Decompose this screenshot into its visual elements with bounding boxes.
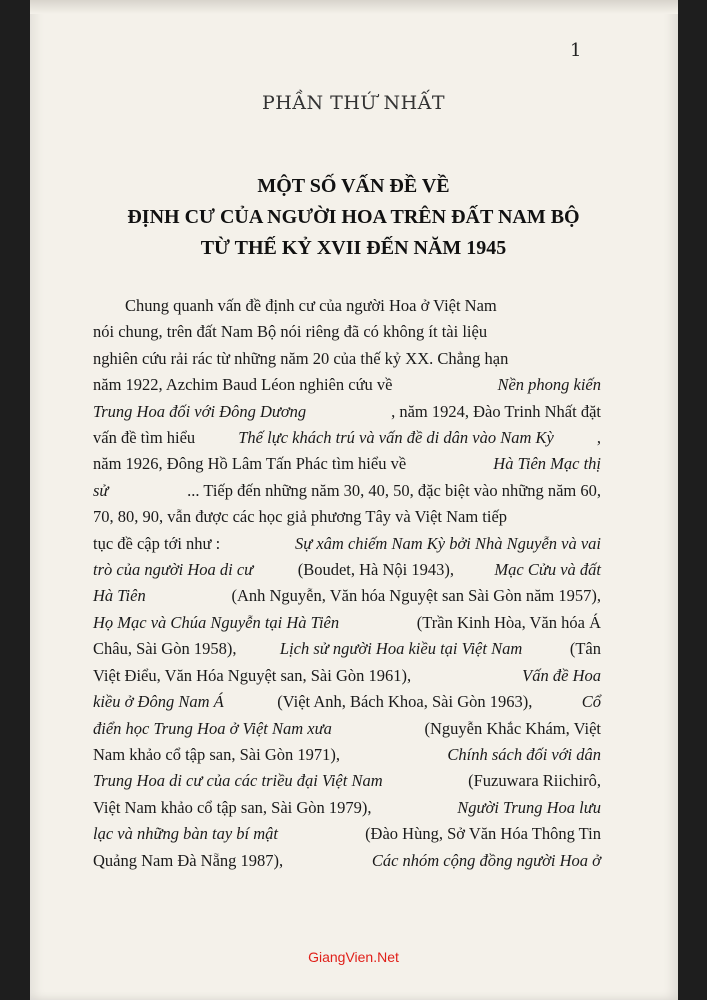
text-line <box>93 451 601 477</box>
text-line <box>93 319 601 345</box>
chapter-title-line: ĐỊNH CƯ CỦA NGƯỜI HOA TRÊN ĐẤT NAM BỘ <box>127 206 580 228</box>
italic-title: kiều ở Đông Nam Á <box>93 692 224 712</box>
italic-title: Lịch sử người Hoa kiều tại Việt Nam <box>279 639 523 659</box>
text-run: (Trần Kinh Hòa, Văn hóa Á <box>412 612 601 632</box>
text-run: Chung quanh vấn đề định cư của người Hoa ở Việt Nam <box>125 296 497 315</box>
text-line <box>93 557 601 583</box>
text-run: Việt Nam khảo cổ tập san, Sài Gòn 1979), <box>93 797 372 817</box>
italic-title: Cổ <box>581 692 601 712</box>
chapter-title-line: MỘT SỐ VẤN ĐỀ VỀ <box>257 175 450 197</box>
text-run: tục đề cập tới như : <box>93 533 221 553</box>
text-line <box>93 583 601 609</box>
text-line <box>93 610 601 636</box>
italic-title: điển học Trung Hoa ở Việt Nam xưa <box>93 718 332 738</box>
italic-title: Hà Tiên <box>93 586 146 606</box>
text-line <box>93 716 601 742</box>
text-line <box>93 399 601 425</box>
text-line <box>93 663 601 689</box>
italic-title: Trung Hoa di cư của các triều đại Việt Nam <box>93 771 383 791</box>
text-run: (Tân <box>565 639 601 659</box>
text-run: , năm 1924, Đào Trinh Nhất đặt <box>391 401 601 421</box>
text-line <box>93 795 601 821</box>
text-line <box>93 531 601 557</box>
page-number: 1 <box>570 40 582 61</box>
body-paragraph <box>93 293 601 874</box>
italic-title: Sự xâm chiếm Nam Kỳ bởi Nhà Nguyễn và vai <box>294 533 601 553</box>
text-run: 70, 80, 90, vẫn được các học giả phương Tây và Việt Nam tiếp <box>93 507 508 527</box>
text-line <box>93 689 601 715</box>
text-run: Quảng Nam Đà Nẵng 1987), <box>93 850 284 870</box>
italic-title: Người Trung Hoa lưu <box>457 797 601 817</box>
italic-title: sử <box>93 480 109 500</box>
italic-title: Nền phong kiến <box>497 375 601 395</box>
italic-title: Các nhóm cộng đồng người Hoa ở <box>371 850 601 870</box>
text-line <box>93 293 601 319</box>
page-top-edge <box>30 0 678 14</box>
watermark: GiangVien.Net <box>308 949 399 965</box>
text-line <box>93 478 601 504</box>
text-line <box>93 768 601 794</box>
text-run: năm 1926, Đông Hồ Lâm Tấn Phác tìm hiểu về <box>93 454 407 474</box>
text-line <box>93 372 601 398</box>
text-line <box>93 346 601 372</box>
text-line <box>93 821 601 847</box>
italic-title: Chính sách đối với dân <box>447 744 601 764</box>
text-run: nói chung, trên đất Nam Bộ nói riêng đã có không ít tài liệu <box>93 322 488 342</box>
text-run: (Nguyễn Khắc Khám, Việt <box>420 718 601 738</box>
text-line <box>93 848 601 874</box>
chapter-title-line: TỪ THẾ KỶ XVII ĐẾN NĂM 1945 <box>200 237 507 259</box>
italic-title: Mạc Cửu và đất <box>494 560 601 580</box>
italic-title: Trung Hoa đối với Đông Dương <box>93 401 307 421</box>
text-run: năm 1922, Azchim Baud Léon nghiên cứu về <box>93 375 393 395</box>
text-run: Nam khảo cổ tập san, Sài Gòn 1971), <box>93 744 340 764</box>
italic-title: Vấn đề Hoa <box>522 665 601 685</box>
text-run: (Fuzuwara Riichirô, <box>463 771 601 791</box>
italic-title: Thế lực khách trú và vấn đề di dân vào Nam Kỳ <box>238 428 554 448</box>
italic-title: Họ Mạc và Chúa Nguyễn tại Hà Tiên <box>93 612 340 632</box>
text-run: , <box>596 428 601 448</box>
italic-title: Hà Tiên Mạc thị <box>493 454 601 474</box>
text-run: ... Tiếp đến những năm 30, 40, 50, đặc biệt vào những năm 60, <box>187 480 601 500</box>
italic-title: trò của người Hoa di cư <box>93 560 254 580</box>
text-line <box>93 636 601 662</box>
part-heading: PHẦN THỨ NHẤT <box>261 92 446 114</box>
text-run: (Việt Anh, Bách Khoa, Sài Gòn 1963), <box>273 692 533 712</box>
text-run: vấn đề tìm hiểu <box>93 428 196 448</box>
text-run: Châu, Sài Gòn 1958), <box>93 639 237 659</box>
text-run: Việt Điểu, Văn Hóa Nguyệt san, Sài Gòn 1961), <box>93 665 412 685</box>
text-line <box>93 504 601 530</box>
text-run: (Anh Nguyễn, Văn hóa Nguyệt san Sài Gòn năm 1957), <box>227 586 601 606</box>
italic-title: lạc và những bàn tay bí mật <box>93 824 278 844</box>
text-line <box>93 425 601 451</box>
text-run: (Boudet, Hà Nội 1943), <box>293 560 454 580</box>
text-line <box>93 742 601 768</box>
text-run: nghiên cứu rải rác từ những năm 20 của thế kỷ XX. Chẳng hạn <box>93 348 509 368</box>
text-run: (Đào Hùng, Sở Văn Hóa Thông Tin <box>360 824 601 844</box>
chapter-title <box>0 171 707 264</box>
